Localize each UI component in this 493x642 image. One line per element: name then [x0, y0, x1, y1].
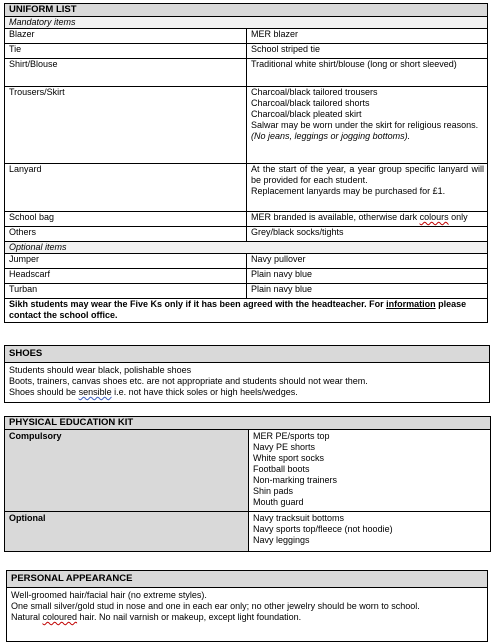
- item-value: MER blazer: [247, 29, 488, 44]
- item-value: Navy pullover: [247, 254, 488, 269]
- shoes-text: i.e. not have thick soles or high heels/wedges.: [111, 387, 298, 397]
- uniform-title: UNIFORM LIST: [5, 4, 488, 17]
- information-link[interactable]: information: [386, 299, 436, 309]
- pe-item: Navy leggings: [253, 535, 310, 545]
- appearance-text: hair. No nail varnish or makeup, except light foundation.: [77, 612, 302, 622]
- uniform-table: [4, 3, 488, 323]
- shoes-line: Students should wear black, polishable shoes: [9, 365, 192, 375]
- item-text: only: [448, 212, 468, 222]
- item-label: Blazer: [5, 29, 247, 44]
- spelling-flag: colours: [419, 212, 449, 222]
- item-label: Lanyard: [5, 164, 247, 212]
- item-value: Grey/black socks/tights: [247, 227, 488, 242]
- shoes-line: Boots, trainers, canvas shoes etc. are not appropriate and students should not wear them.: [9, 376, 368, 386]
- shoes-line: [9, 387, 485, 398]
- shoes-table: [4, 345, 490, 403]
- appearance-title: PERSONAL APPEARANCE: [7, 571, 488, 588]
- shoes-text: Shoes should be: [9, 387, 79, 397]
- appearance-table: [6, 570, 488, 642]
- mandatory-label: Mandatory items: [5, 17, 488, 29]
- sensible-flag: sensible: [78, 387, 112, 397]
- item-label: Others: [5, 227, 247, 242]
- pe-item: MER PE/sports top: [253, 431, 330, 441]
- item-value: [247, 87, 488, 164]
- appearance-line: Well-groomed hair/facial hair (no extreme styles).: [11, 590, 207, 600]
- item-value: Plain navy blue: [247, 284, 488, 299]
- optional-label: Optional items: [5, 242, 488, 254]
- appearance-body: [7, 588, 488, 642]
- item-line: Salwar may be worn under the skirt for religious reasons.: [251, 120, 479, 130]
- item-note: (No jeans, leggings or jogging bottoms).: [251, 131, 411, 141]
- item-label: Trousers/Skirt: [5, 87, 247, 164]
- item-line: At the start of the year, a year group specific lanyard will be provided for each student.: [251, 164, 484, 185]
- spelling-flag: coloured: [42, 612, 78, 622]
- pe-item: Navy PE shorts: [253, 442, 316, 452]
- pe-item: Football boots: [253, 464, 310, 474]
- item-line: Charcoal/black tailored trousers: [251, 87, 378, 97]
- pe-table: [4, 416, 491, 552]
- pe-item: Navy sports top/fleece (not hoodie): [253, 524, 393, 534]
- item-text: MER branded is available, otherwise dark: [251, 212, 420, 222]
- item-label: Tie: [5, 44, 247, 59]
- compulsory-label: Compulsory: [5, 430, 249, 512]
- sikh-note: [5, 299, 488, 323]
- item-value: [247, 212, 488, 227]
- item-label: Turban: [5, 284, 247, 299]
- appearance-text: Natural: [11, 612, 43, 622]
- compulsory-items: [249, 430, 491, 512]
- pe-item: Navy tracksuit bottoms: [253, 513, 345, 523]
- item-line: Charcoal/black pleated skirt: [251, 109, 362, 119]
- item-label: Jumper: [5, 254, 247, 269]
- item-value: Plain navy blue: [247, 269, 488, 284]
- pe-item: Shin pads: [253, 486, 294, 496]
- shoes-body: [5, 363, 490, 403]
- note-text: please contact the school office.: [9, 299, 467, 320]
- item-line: Charcoal/black tailored shorts: [251, 98, 370, 108]
- pe-item: Non-marking trainers: [253, 475, 338, 485]
- item-value: Traditional white shirt/blouse (long or short sleeved): [247, 59, 488, 87]
- item-label: School bag: [5, 212, 247, 227]
- item-value: School striped tie: [247, 44, 488, 59]
- pe-item: White sport socks: [253, 453, 325, 463]
- appearance-line: One small silver/gold stud in nose and one in each ear only; no other jewelry should be worn to school.: [11, 601, 420, 611]
- appearance-line: [11, 612, 483, 623]
- optional-items: [249, 512, 491, 552]
- pe-item: Mouth guard: [253, 497, 304, 507]
- pe-title: PHYSICAL EDUCATION KIT: [5, 417, 491, 430]
- item-label: Shirt/Blouse: [5, 59, 247, 87]
- note-text: Sikh students may wear the Five Ks only if it has been agreed with the headteacher. For: [9, 299, 387, 309]
- item-value: [247, 164, 488, 212]
- item-line: Replacement lanyards may be purchased for £1.: [251, 186, 446, 196]
- shoes-title: SHOES: [5, 346, 490, 363]
- optional-pe-label: Optional: [5, 512, 249, 552]
- item-label: Headscarf: [5, 269, 247, 284]
